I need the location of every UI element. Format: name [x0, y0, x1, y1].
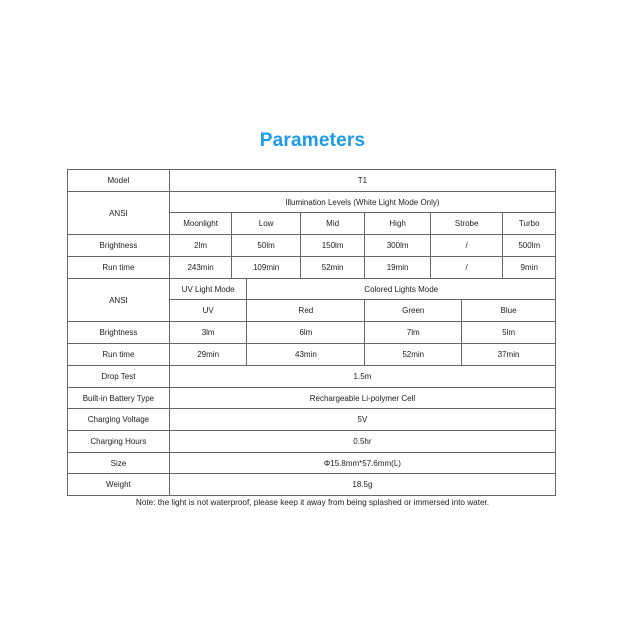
drop-test-value: 1.5m [169, 366, 555, 388]
table-row [68, 388, 556, 409]
charging-voltage-value: 5V [169, 409, 555, 431]
runtime-mid: 52min [300, 257, 365, 279]
illumination-levels-header: Illumination Levels (White Light Mode Only) [169, 192, 555, 213]
row-label-runtime-white: Run time [68, 257, 170, 279]
runtime-high: 19min [365, 257, 431, 279]
weight-value: 18.5g [169, 474, 555, 496]
brightness-blue: 5lm [462, 322, 556, 344]
runtime-moonlight: 243min [169, 257, 232, 279]
table-row [68, 474, 556, 496]
mode-low: Low [232, 213, 301, 235]
table-row [68, 235, 556, 257]
table-row [68, 192, 556, 213]
brightness-uv: 3lm [169, 322, 247, 344]
waterproof-note: Note: the light is not waterproof, please keep it away from being splashed or immersed into water. [135, 498, 490, 507]
table-row [68, 453, 556, 474]
row-label-model: Model [68, 170, 170, 192]
runtime-green: 52min [365, 344, 462, 366]
brightness-red: 6lm [247, 322, 365, 344]
runtime-red: 43min [247, 344, 365, 366]
row-label-ansi-white: ANSI [68, 192, 170, 235]
row-label-charging-voltage: Charging Voltage [68, 409, 170, 431]
brightness-turbo: 500lm [503, 235, 556, 257]
model-value: T1 [169, 170, 555, 192]
row-label-size: Size [68, 453, 170, 474]
colored-lights-mode-header: Colored Lights Mode [247, 279, 556, 300]
mode-moonlight: Moonlight [169, 213, 232, 235]
mode-high: High [365, 213, 431, 235]
battery-type-value: Rechargeable Li-polymer Cell [169, 388, 555, 409]
row-label-runtime-color: Run time [68, 344, 170, 366]
brightness-low: 50lm [232, 235, 301, 257]
mode-mid: Mid [300, 213, 365, 235]
table-row [68, 344, 556, 366]
mode-green: Green [365, 300, 462, 322]
brightness-high: 300lm [365, 235, 431, 257]
mode-strobe: Strobe [430, 213, 503, 235]
row-label-brightness-color: Brightness [68, 322, 170, 344]
runtime-strobe: / [430, 257, 503, 279]
row-label-brightness-white: Brightness [68, 235, 170, 257]
uv-light-mode-header: UV Light Mode [169, 279, 247, 300]
table-row [68, 409, 556, 431]
brightness-strobe: / [430, 235, 503, 257]
brightness-mid: 150lm [300, 235, 365, 257]
mode-uv: UV [169, 300, 247, 322]
table-row [68, 279, 556, 300]
table-row [68, 431, 556, 453]
row-label-battery-type: Built-in Battery Type [68, 388, 170, 409]
mode-turbo: Turbo [503, 213, 556, 235]
brightness-moonlight: 2lm [169, 235, 232, 257]
page-title: Parameters [259, 130, 366, 151]
brightness-green: 7lm [365, 322, 462, 344]
row-label-charging-hours: Charging Hours [68, 431, 170, 453]
table-row [68, 257, 556, 279]
runtime-blue: 37min [462, 344, 556, 366]
row-label-drop-test: Drop Test [68, 366, 170, 388]
table-row [68, 170, 556, 192]
runtime-turbo: 9min [503, 257, 556, 279]
row-label-weight: Weight [68, 474, 170, 496]
row-label-ansi-color: ANSI [68, 279, 170, 322]
mode-blue: Blue [462, 300, 556, 322]
size-value: Φ15.8mm*57.6mm(L) [169, 453, 555, 474]
table-row [68, 366, 556, 388]
parameters-table [67, 169, 556, 496]
charging-hours-value: 0.5hr [169, 431, 555, 453]
table-row [68, 322, 556, 344]
mode-red: Red [247, 300, 365, 322]
runtime-uv: 29min [169, 344, 247, 366]
runtime-low: 109min [232, 257, 301, 279]
